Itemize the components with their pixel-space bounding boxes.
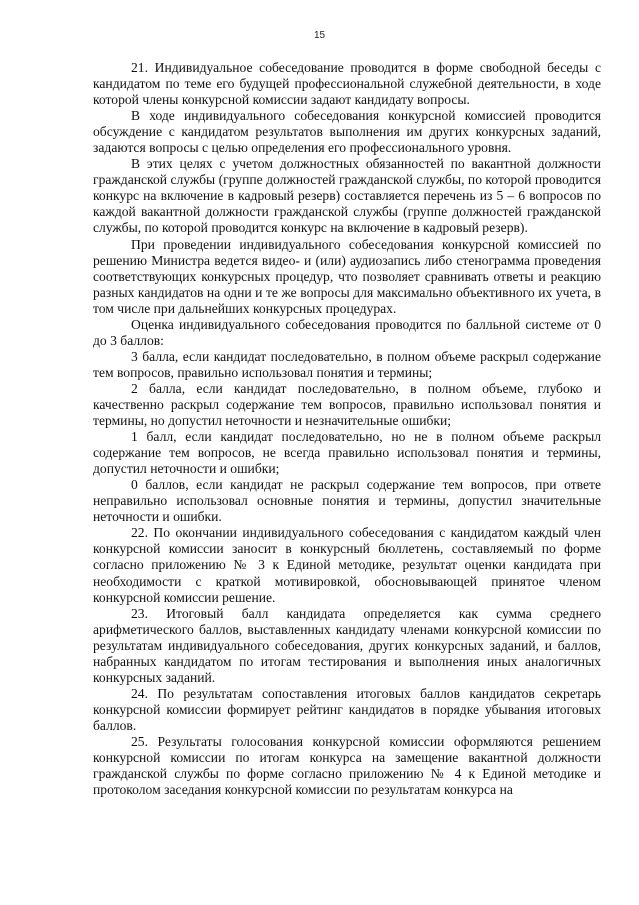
- paragraph-score-0: 0 баллов, если кандидат не раскрыл содержание тем вопросов, при ответе неправильно использовал основные понятия и термины, допустил значительные неточности и ошибки.: [93, 477, 601, 525]
- paragraph-21: 21. Индивидуальное собеседование проводится в форме свободной беседы с кандидатом по теме его будущей профессиональной служебной деятельности, в ходе которой члены конкурсной комиссии задают кандидату вопросы.: [93, 60, 601, 108]
- paragraph-score-2: 2 балла, если кандидат последовательно, в полном объеме, глубоко и качественно раскрыл содержание тем вопросов, правильно использовал понятия и термины, но допустил неточности и незначительные ошибки;: [93, 380, 601, 429]
- paragraph-24: 24. По результатам сопоставления итоговых баллов кандидатов секретарь конкурсной комиссии формирует рейтинг кандидатов в порядке убывания итоговых баллов.: [93, 685, 601, 733]
- paragraph-score-1: 1 балл, если кандидат последовательно, но не в полном объеме раскрыл содержание тем вопросов, не всегда правильно использовал понятия и термины, допустил неточности и ошибки;: [93, 429, 601, 477]
- document-body: [93, 60, 601, 798]
- paragraph-23: 23. Итоговый балл кандидата определяется как сумма среднего арифметического баллов, выставленных кандидату членами конкурсной комиссии по результатам индивидуального собеседования, других конкурсных заданий, и баллов, набранных кандидатом по итогам тестирования и выполнения иных аналогичных конкурсных заданий.: [93, 605, 601, 685]
- paragraph-scoring-intro: Оценка индивидуального собеседования проводится по балльной системе от 0 до 3 баллов:: [93, 316, 601, 348]
- paragraph-22: 22. По окончании индивидуального собеседования с кандидатом каждый член конкурсной комиссии заносит в конкурсный бюллетень, составляемый по форме согласно приложению № 3 к Единой методике, результат оценки кандидата при необходимости с краткой мотивировкой, обосновывающей принятое членом конкурсной комиссии решение.: [93, 525, 601, 605]
- paragraph-25: 25. Результаты голосования конкурсной комиссии оформляются решением конкурсной комиссии по итогам конкурса на замещение вакантной должности гражданской службы по форме согласно приложению № 4 к Единой методике и протоколом заседания конкурсной комиссии по результатам конкурса на: [93, 733, 601, 798]
- paragraph-recording: При проведении индивидуального собеседования конкурсной комиссией по решению Министра ведется видео- и (или) аудиозапись либо стенограмма проведения соответствующих конкурсных процедур, что позволяет сравнивать ответы и реакцию разных кандидатов на одни и те же вопросы для максимально объективного их учета, в том числе при дальнейших конкурсных процедурах.: [93, 236, 601, 316]
- paragraph-score-3: 3 балла, если кандидат последовательно, в полном объеме раскрыл содержание тем вопросов, правильно использовал понятия и термины;: [93, 348, 601, 380]
- page-number: 15: [313, 30, 326, 41]
- paragraph-interview-discussion: В ходе индивидуального собеседования конкурсной комиссией проводится обсуждение с кандидатом результатов выполнения им других конкурсных заданий, задаются вопросы с целью определения его профессионального уровня.: [93, 108, 601, 156]
- paragraph-question-list: В этих целях с учетом должностных обязанностей по вакантной должности гражданской службы (группе должностей гражданской службы, по которой проводится конкурс на включение в кадровый резерв) составляется перечень из 5 – 6 вопросов по каждой вакантной должности гражданской службы (группе должностей гражданской службы, по которой проводится конкурс на включение в кадровый резерв).: [93, 156, 601, 236]
